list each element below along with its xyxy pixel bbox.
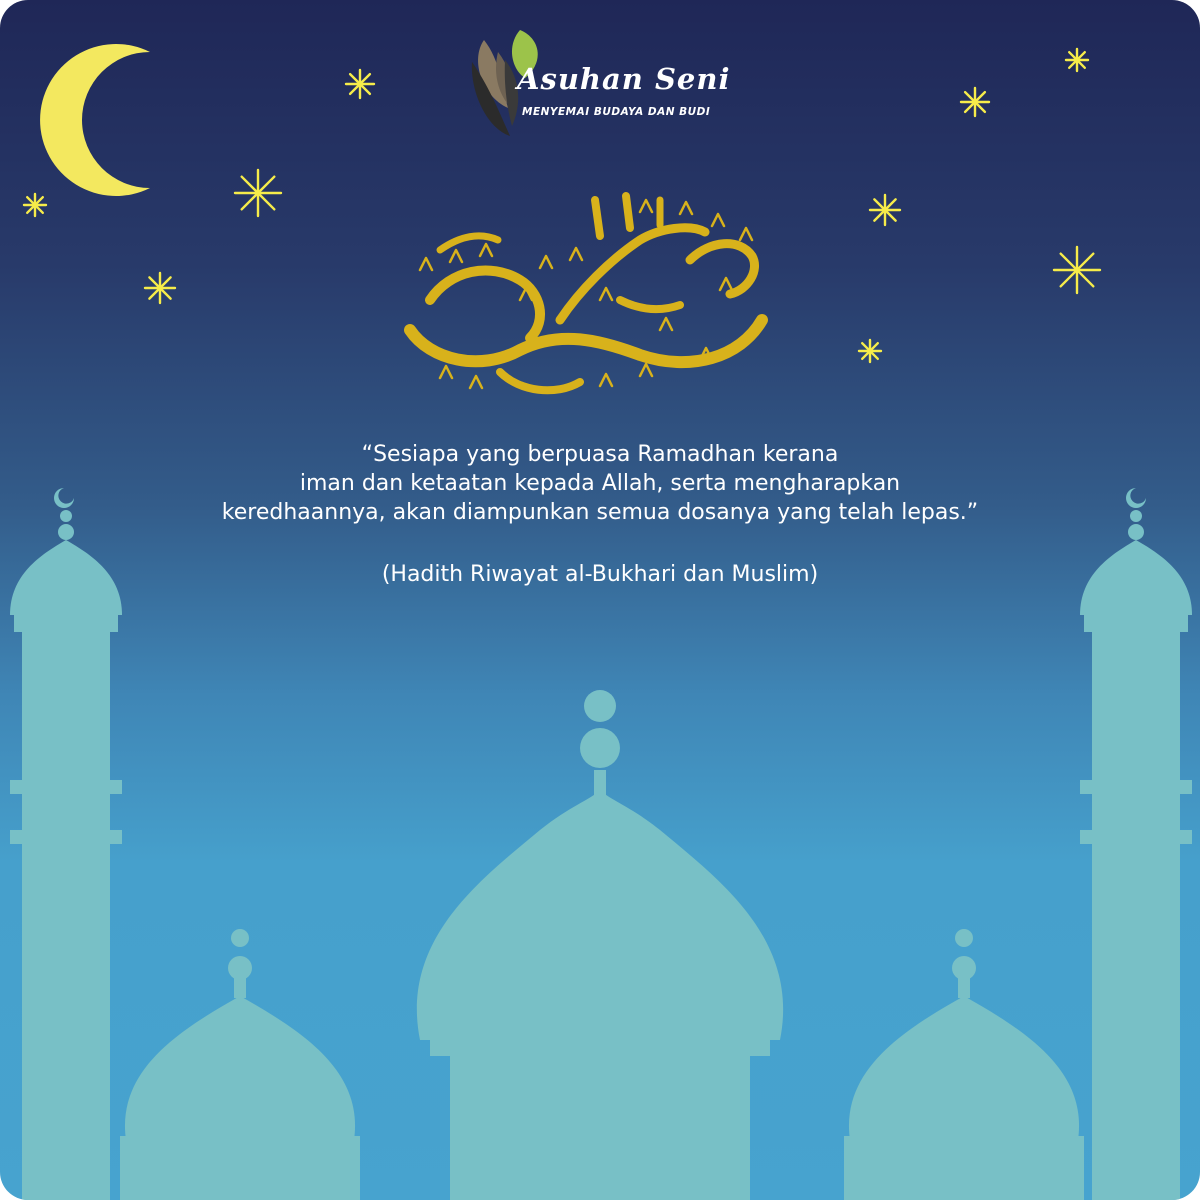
mosque-silhouette-icon [10,488,1192,1200]
quote-line: keredhaannya, akan diampunkan semua dosanya yang telah lepas.” [221,500,979,525]
quote-line: “Sesiapa yang berpuasa Ramadhan kerana [361,442,839,467]
hadith-attribution: (Hadith Riwayat al-Bukhari dan Muslim) [381,562,819,587]
hadith-quote [100,440,1100,527]
brand-tagline: MENYEMAI BUDAYA DAN BUDI [522,106,711,118]
brand-name: Asuhan Seni [517,62,731,96]
crescent-moon-icon [40,44,150,196]
star-icon [859,340,881,362]
star-icon [346,70,374,98]
star-icon [870,195,900,225]
star-icon [1054,247,1100,293]
star-icon [235,170,281,216]
quote-line: iman dan ketaatan kepada Allah, serta mengharapkan [299,471,901,496]
ramadan-kareem-calligraphy [410,196,762,390]
star-icon [145,273,175,303]
star-icon [24,194,46,216]
star-icon [961,88,989,116]
star-icon [1066,49,1088,71]
